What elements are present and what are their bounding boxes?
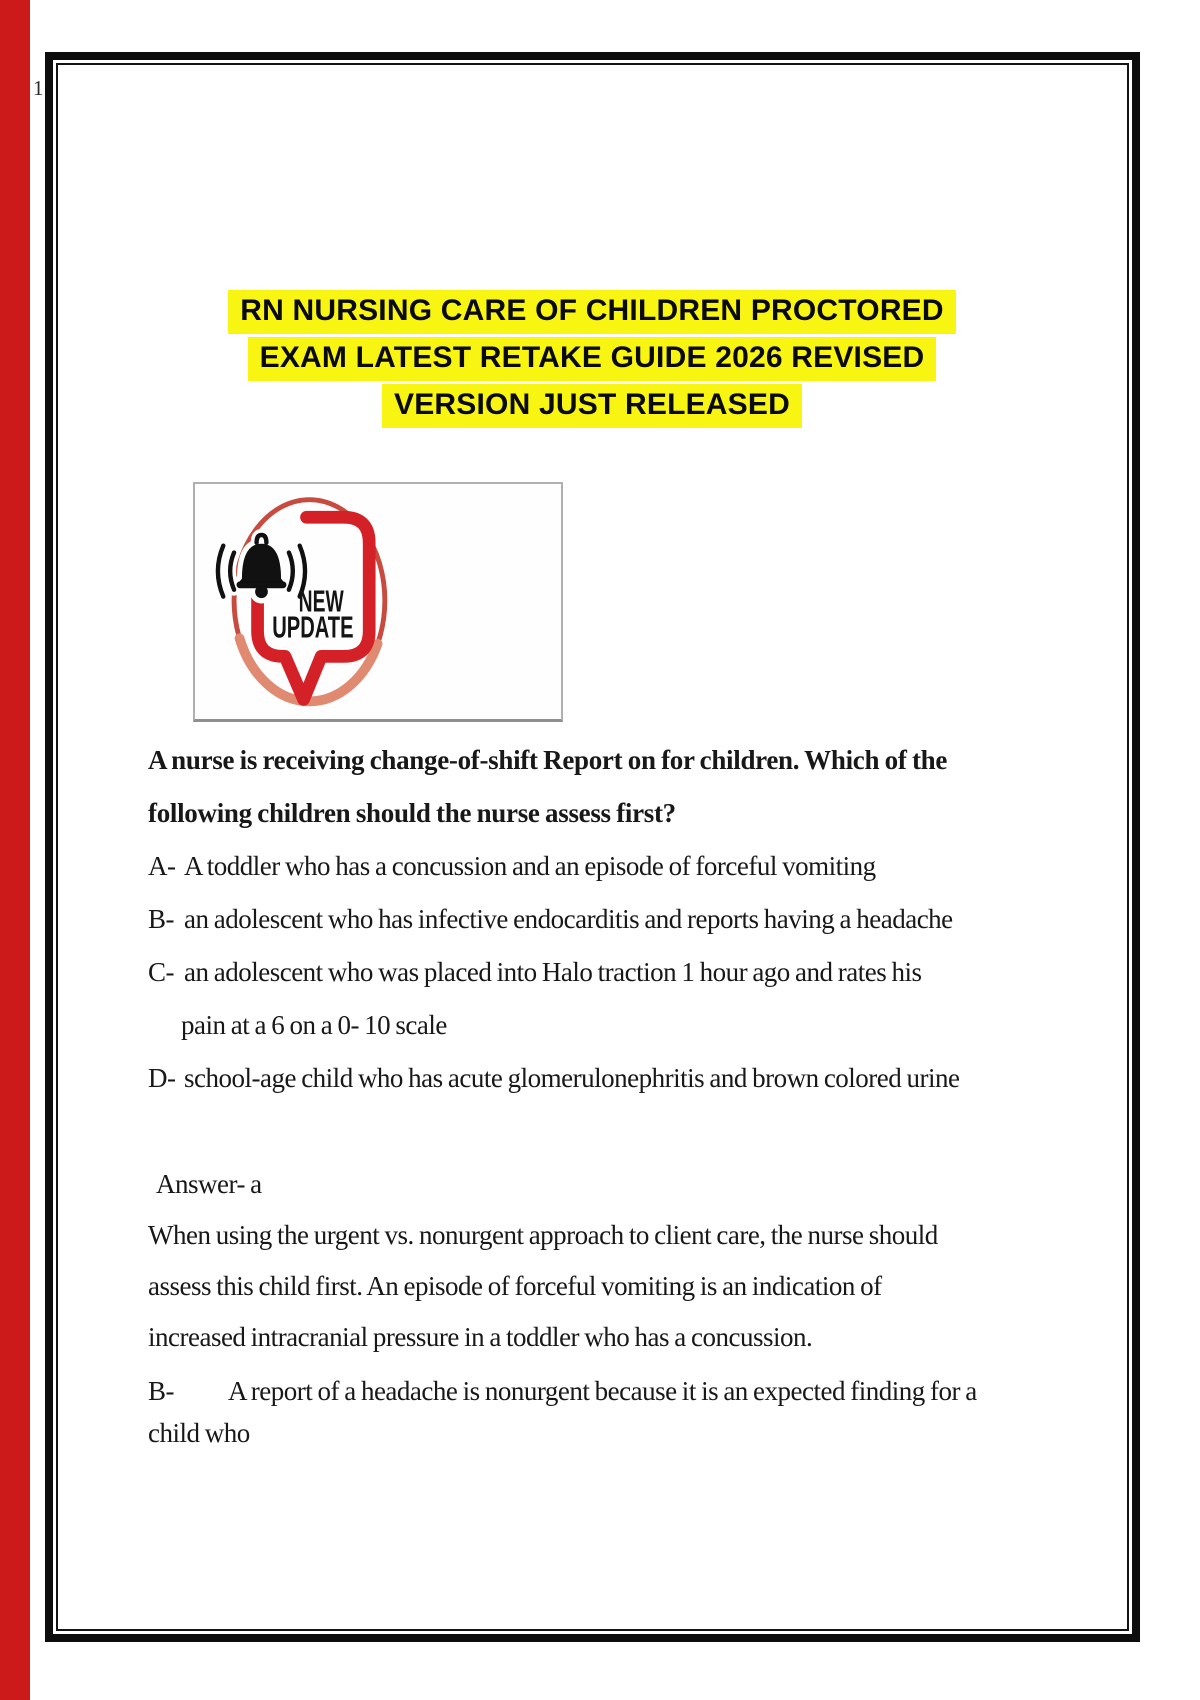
option-d [148,1052,1148,1105]
explanation-line-3: increased intracranial pressure in a toddler who has a concussion. [148,1322,813,1352]
left-edge-red-strip [0,0,30,1700]
logo-badge-text-update: UPDATE [272,611,354,645]
explanation-line-1: When using the urgent vs. nonurgent approach to client care, the nurse should [148,1220,938,1250]
option-c-wrap: pain at a 6 on a 0- 10 scale [181,1010,447,1040]
rationale-b-text: A report of a headache is nonurgent because it is an expected finding for a [228,1376,977,1406]
question-line-1: A nurse is receiving change-of-shift Report on for children. Which of the [148,745,948,775]
option-d-label: D- [148,1063,176,1093]
question-line-2: following children should the nurse assess first? [148,798,676,828]
option-a [148,840,1148,893]
option-b-label: B- [148,904,174,934]
title-line-2-highlight: EXAM LATEST RETAKE GUIDE 2026 REVISED [248,337,937,381]
option-a-label: A- [148,851,176,881]
explanation-line-2: assess this child first. An episode of forceful vomiting is an indication of [148,1271,882,1301]
document-page-border [45,52,1140,1642]
document-title [157,287,1027,428]
option-c [148,946,1148,999]
option-c-text: an adolescent who was placed into Halo traction 1 hour ago and rates his [184,957,922,987]
rationale-b-label: B- [148,1376,174,1406]
answer-text: Answer- a [156,1169,262,1199]
new-update-logo-graphic [195,484,561,719]
title-line-3 [157,381,1027,428]
page-number: 1 [33,76,44,100]
bell-icon [218,535,305,598]
option-d-text: school-age child who has acute glomerulonephritis and brown colored urine [184,1063,960,1093]
option-b-text: an adolescent who has infective endocarditis and reports having a headache [184,904,953,934]
title-line-3-highlight: VERSION JUST RELEASED [382,384,802,428]
option-c-label: C- [148,957,174,987]
rationale-b-line-1 [148,1370,1148,1412]
title-line-1-highlight: RN NURSING CARE OF CHILDREN PROCTORED [228,290,956,334]
new-update-logo [193,482,563,722]
option-b [148,893,1148,946]
option-a-text: A toddler who has a concussion and an episode of forceful vomiting [184,851,876,881]
question-block [148,734,1148,1454]
title-line-2 [157,334,1027,381]
rationale-b-line-2: child who [148,1418,250,1448]
logo-badge-text-new: NEW [298,585,344,619]
title-line-1 [157,287,1027,334]
